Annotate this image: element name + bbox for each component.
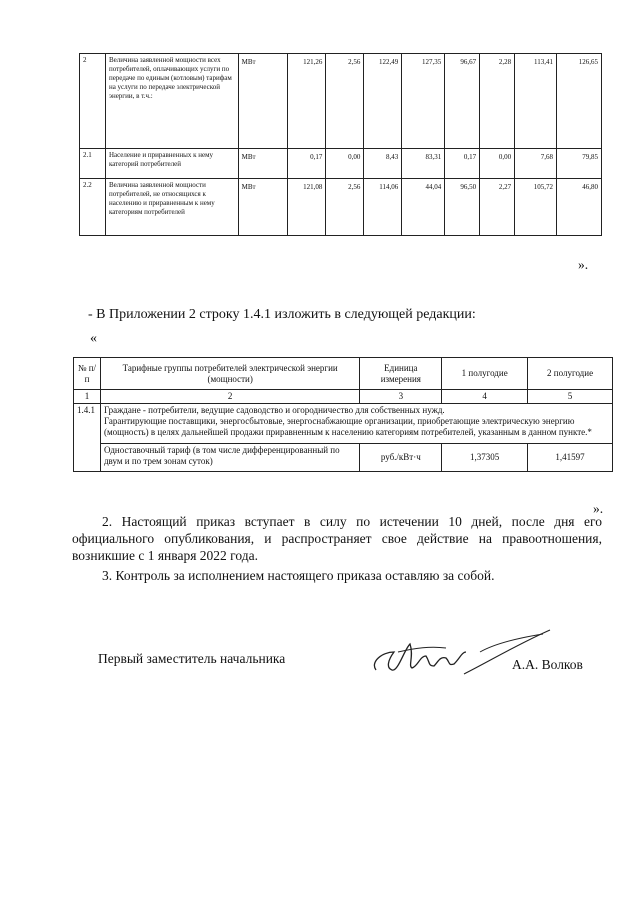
table-header-row: [74, 358, 613, 390]
cell-value: 121,08: [288, 179, 326, 236]
cell-value: 2,56: [326, 54, 364, 149]
tariff-unit: руб./кВт·ч: [360, 444, 442, 472]
table-row: [80, 149, 602, 179]
tariff-half1: 1,37305: [442, 444, 528, 472]
row-unit: МВт: [238, 54, 288, 149]
cell-value: 0,17: [445, 149, 480, 179]
open-quote: «: [90, 331, 97, 346]
index-cell: 2: [100, 390, 359, 404]
cell-value: 46,80: [556, 179, 601, 236]
amendment-line: - В Приложении 2 строку 1.4.1 изложить в следующей редакции:: [88, 307, 476, 322]
row-number: 2.2: [80, 179, 106, 236]
signatory-title: Первый заместитель начальника: [98, 651, 286, 666]
cell-value: 8,43: [364, 149, 402, 179]
cell-value: 79,85: [556, 149, 601, 179]
row-name: Население и приравненных к нему категорий потребителей: [105, 149, 238, 179]
index-cell: 3: [360, 390, 442, 404]
cell-value: 122,49: [364, 54, 402, 149]
row-unit: МВт: [238, 179, 288, 236]
header-num: № п/п: [74, 358, 101, 390]
cell-value: 121,26: [288, 54, 326, 149]
cell-value: 127,35: [402, 54, 445, 149]
row-unit: МВт: [238, 149, 288, 179]
table-row: [80, 179, 602, 236]
cell-value: 2,56: [326, 179, 364, 236]
closing-quote-2: ».: [593, 501, 604, 516]
cell-value: 44,04: [402, 179, 445, 236]
row-name: Величина заявленной мощности потребителей, не относящихся к населению и приравненным к нему категориям потребителей: [105, 179, 238, 236]
cell-value: 105,72: [515, 179, 557, 236]
index-row: [74, 390, 613, 404]
row-number: 2.1: [80, 149, 106, 179]
cell-value: 2,28: [480, 54, 515, 149]
cell-value: 7,68: [515, 149, 557, 179]
header-unit: Единица измерения: [360, 358, 442, 390]
header-half2: 2 полугодие: [528, 358, 613, 390]
group-text-2: Гарантирующие поставщики, энергосбытовые, энергоснабжающие организации, приобретающие электрическую энергию (мощность) в целях дальнейшей продажи приравненным к населению категориям потребителей, указанным в данном пункте.*: [103, 416, 592, 437]
closing-quote: ».: [578, 257, 589, 272]
cell-value: 96,67: [445, 54, 480, 149]
index-cell: 4: [442, 390, 528, 404]
tariff-label: Одноставочный тариф (в том числе дифференцированный по двум и по трем зонам суток): [100, 444, 359, 472]
table-row: [80, 54, 602, 149]
cell-value: 96,50: [445, 179, 480, 236]
tariff-table: [73, 357, 613, 472]
cell-value: 2,27: [480, 179, 515, 236]
row-number: 2: [80, 54, 106, 149]
cell-value: 113,41: [515, 54, 557, 149]
header-group: Тарифные группы потребителей электрической энергии (мощности): [100, 358, 359, 390]
cell-value: 0,17: [288, 149, 326, 179]
group-description: [100, 404, 612, 444]
cell-value: 114,06: [364, 179, 402, 236]
capacity-table: [79, 53, 602, 236]
cell-value: 0,00: [326, 149, 364, 179]
cell-value: 0,00: [480, 149, 515, 179]
row-number: 1.4.1: [74, 404, 101, 472]
cell-value: 83,31: [402, 149, 445, 179]
table-row: [74, 404, 613, 444]
table-row: [74, 444, 613, 472]
row-name: Величина заявленной мощности всех потребителей, оплачивающих услуги по передаче по единым (котловым) тарифам на услуги по передаче электрической энергии, в т.ч.:: [105, 54, 238, 149]
paragraph-3: 3. Контроль за исполнением настоящего приказа оставляю за собой.: [102, 568, 495, 583]
group-text: Граждане - потребители, ведущие садоводство и огородничество для собственных нужд.: [103, 405, 445, 415]
signatory-name: А.А. Волков: [512, 657, 583, 672]
tariff-half2: 1,41597: [528, 444, 613, 472]
cell-value: 126,65: [556, 54, 601, 149]
signature: [368, 622, 558, 682]
header-half1: 1 полугодие: [442, 358, 528, 390]
index-cell: 1: [74, 390, 101, 404]
index-cell: 5: [528, 390, 613, 404]
paragraph-2: 2. Настоящий приказ вступает в силу по истечении 10 дней, после дня его официального опубликования, и распространяет свое действие на правоотношения, возникшие с 1 января 2022 года.: [72, 514, 602, 563]
